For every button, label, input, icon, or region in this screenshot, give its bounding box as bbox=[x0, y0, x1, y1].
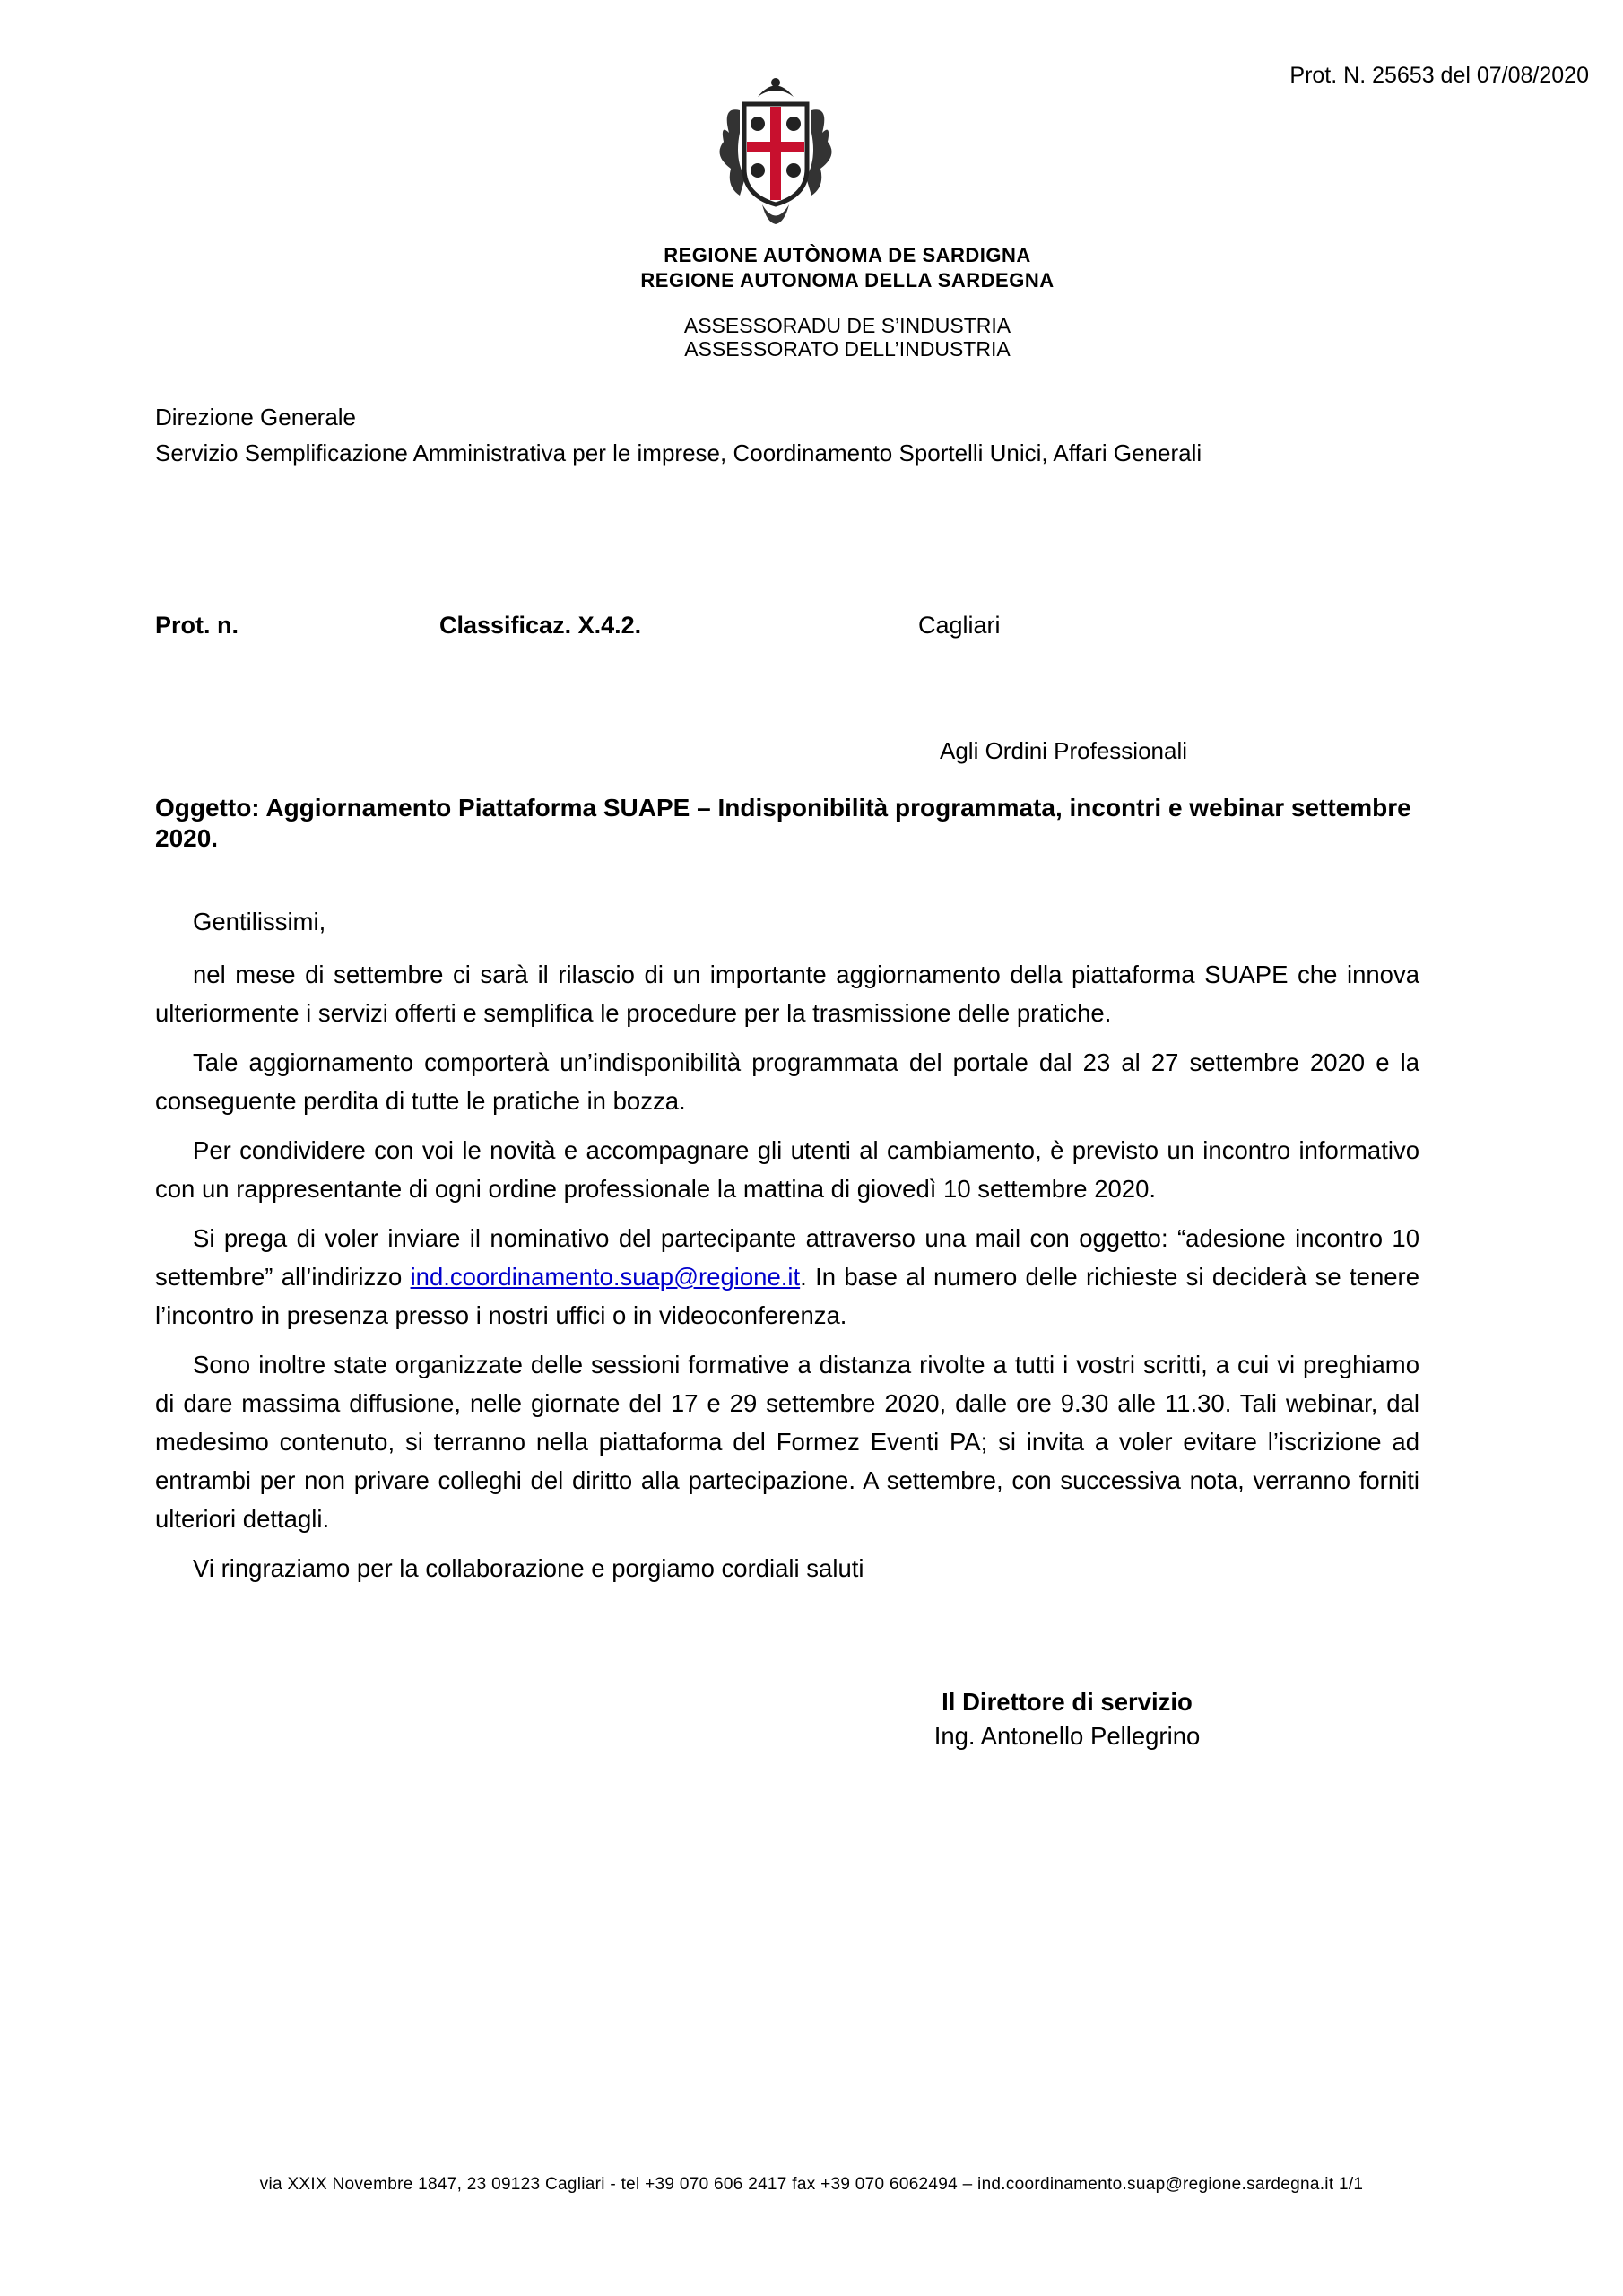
email-link[interactable]: ind.coordinamento.suap@regione.it bbox=[410, 1263, 801, 1291]
classificazione: Classificaz. X.4.2. bbox=[439, 612, 642, 639]
recipient: Agli Ordini Professionali bbox=[940, 737, 1188, 764]
sardinia-coat-of-arms-icon bbox=[713, 70, 838, 231]
prot-label: Prot. n. bbox=[155, 612, 239, 639]
paragraph-6: Vi ringraziamo per la collaborazione e porgiamo cordiali saluti bbox=[193, 1554, 864, 1582]
letter-body bbox=[155, 955, 1419, 1598]
greeting: Gentilissimi, bbox=[193, 908, 326, 935]
paragraph-4-before: Si prega di voler inviare il nominativo del partecipante attraverso una mail con oggetto: “adesione incontro 10 settembre” all’indirizzo bbox=[155, 1224, 1419, 1291]
footer: via XXIX Novembre 1847, 23 09123 Cagliari - tel +39 070 606 2417 fax +39 070 6062494 – ind.coordinamento.suap@regione.sardegna.it 1/1 bbox=[259, 2175, 1364, 2194]
assessorato-sardinian: ASSESSORADU DE S’INDUSTRIA bbox=[683, 314, 1011, 337]
paragraph-4-after: . In base al numero delle richieste si deciderà se tenere l’incontro in presenza presso i nostri uffici o in videoconferenza. bbox=[155, 1263, 1419, 1329]
direzione-generale: Direzione Generale bbox=[155, 404, 357, 430]
subject: Oggetto: Aggiornamento Piattaforma SUAPE – Indisponibilità programmata, incontri e webinar settembre 2020. bbox=[155, 794, 1411, 852]
servizio-name: Servizio Semplificazione Amministrativa per le imprese, Coordinamento Sportelli Unici, Affari Generali bbox=[155, 439, 1202, 466]
signature-name: Ing. Antonello Pellegrino bbox=[933, 1722, 1201, 1750]
paragraph-1: nel mese di settembre ci sarà il rilascio di un importante aggiornamento della piattaforma SUAPE che innova ulteriormente i servizi offerti e semplifica le procedure per la trasmissione delle pratiche. bbox=[155, 961, 1419, 1027]
paragraph-3: Per condividere con voi le novità e accompagnare gli utenti al cambiamento, è previsto un incontro informativo con un rappresentante di ogni ordine professionale la mattina di giovedì 10 settembre 2020. bbox=[155, 1136, 1419, 1203]
region-name-sardinian: REGIONE AUTÒNOMA DE SARDIGNA bbox=[664, 244, 1031, 266]
paragraph-4 bbox=[155, 1219, 1419, 1335]
assessorato-italian: ASSESSORATO DELL’INDUSTRIA bbox=[684, 337, 1011, 361]
region-name-italian: REGIONE AUTONOMA DELLA SARDEGNA bbox=[640, 269, 1055, 291]
paragraph-5: Sono inoltre state organizzate delle sessioni formative a distanza rivolte a tutti i vostri scritti, a cui vi preghiamo di dare massima diffusione, nelle giornate del 17 e 29 settembre 2020, dalle ore 9.30 alle 11.30. Tali webinar, dal medesimo contenuto, si terranno nella piattaforma del Formez Eventi PA; si invita a voler evitare l’iscrizione ad entrambi per non privare colleghi del diritto alla partecipazione. A settembre, con successiva nota, verranno forniti ulteriori dettagli. bbox=[155, 1351, 1419, 1533]
city: Cagliari bbox=[918, 612, 1001, 639]
protocol-number: Prot. N. 25653 del 07/08/2020 bbox=[1289, 63, 1589, 88]
paragraph-2: Tale aggiornamento comporterà un’indisponibilità programmata del portale dal 23 al 27 settembre 2020 e la conseguente perdita di tutte le pratiche in bozza. bbox=[155, 1048, 1419, 1115]
signature-title: Il Direttore di servizio bbox=[942, 1688, 1193, 1716]
